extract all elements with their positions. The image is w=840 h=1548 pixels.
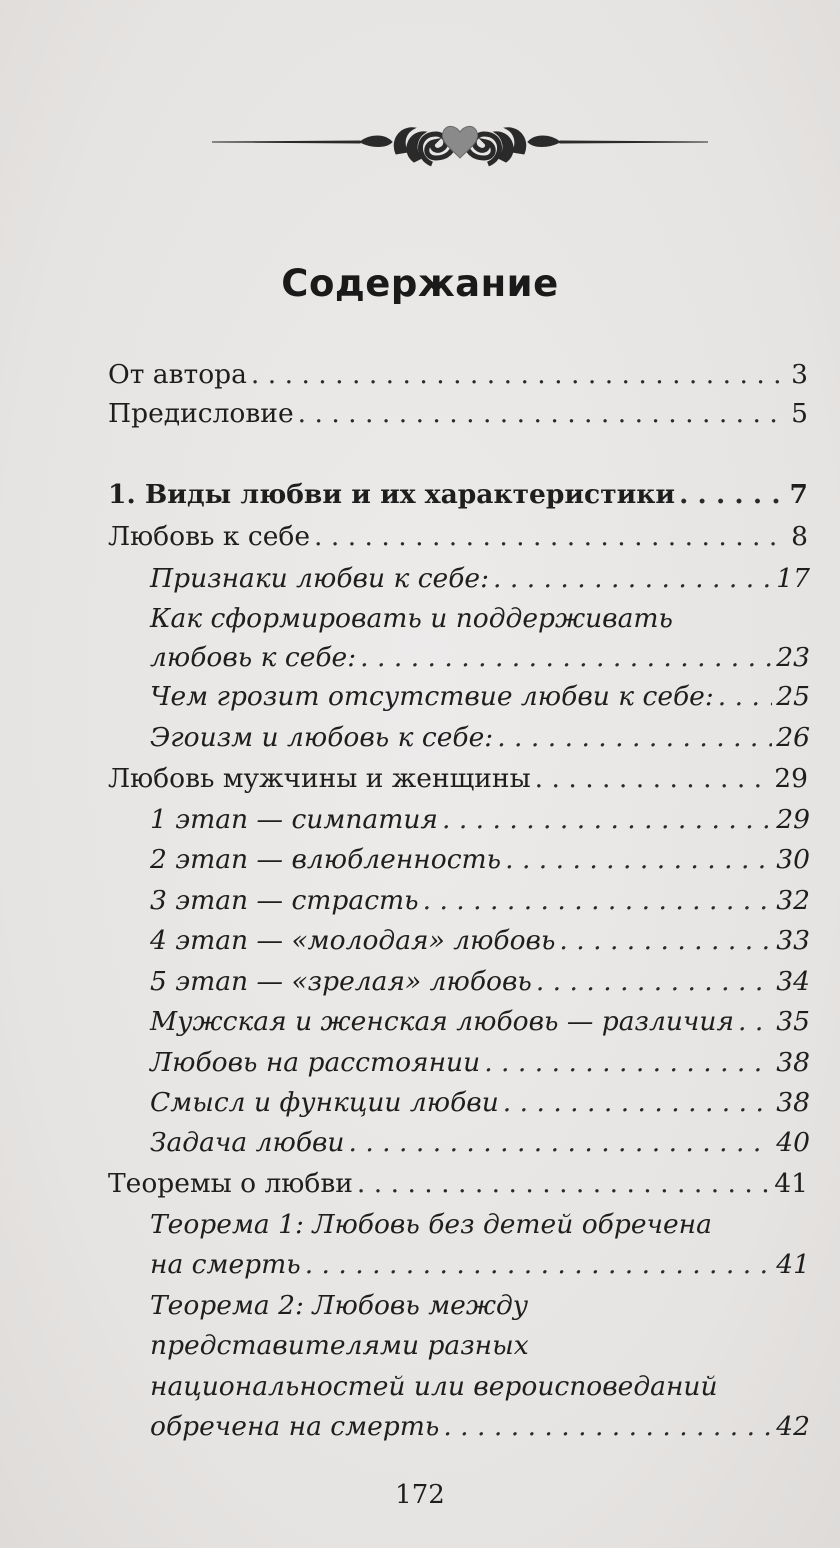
toc-entry-label: 4 этап — «молодая» любовь — [150, 925, 556, 956]
toc-entry-label: Теоремы о любви — [108, 1168, 353, 1199]
toc-entry-page: 34 — [776, 966, 810, 997]
toc-entry-label: От автора — [108, 359, 247, 390]
toc-entry-label: Предисловие — [108, 398, 294, 429]
dot-leader — [505, 843, 772, 877]
toc-entry-label: 1 этап — симпатия — [150, 804, 438, 835]
toc-entry-ot-avtora[interactable] — [108, 358, 808, 392]
toc-entry-page: 41 — [776, 1249, 810, 1280]
toc-entry-teorema-2-line2: представителями разных — [150, 1330, 529, 1361]
dot-leader — [493, 562, 772, 596]
dot-leader — [442, 803, 772, 837]
toc-entry-page: 42 — [776, 1411, 810, 1442]
toc-title: Содержание — [281, 262, 559, 305]
toc-entry-etap-1[interactable] — [150, 803, 810, 837]
toc-entry-label: Признаки любви к себе: — [150, 563, 490, 594]
toc-entry-etap-4[interactable] — [150, 924, 810, 958]
toc-entry-page: 7 — [789, 479, 808, 510]
dot-leader — [423, 884, 773, 918]
toc-entry-page: 35 — [776, 1006, 810, 1037]
dot-leader — [360, 641, 772, 675]
toc-entry-priznaki[interactable] — [150, 562, 810, 596]
toc-entry-chem-grozit[interactable] — [150, 680, 810, 714]
toc-entry-label: Мужская и женская любовь — различия — [150, 1006, 735, 1037]
dot-leader — [443, 1410, 772, 1444]
toc-entry-label: Любовь на расстоянии — [150, 1047, 481, 1078]
toc-entry-smysl[interactable] — [150, 1086, 810, 1120]
toc-entry-page: 40 — [776, 1127, 810, 1158]
toc-entry-label: Любовь мужчины и женщины — [108, 763, 531, 794]
toc-entry-page: 38 — [776, 1047, 810, 1078]
dot-leader — [679, 478, 785, 512]
toc-entry-label: Чем грозит отсутствие любви к себе: — [150, 681, 714, 712]
toc-entry-label: 1. Виды любви и их характеристики — [108, 479, 676, 510]
toc-entry-muzhchiny[interactable] — [108, 762, 808, 796]
dot-leader — [314, 520, 787, 554]
toc-entry-lyubov-k-sebe[interactable] — [108, 520, 808, 554]
toc-entry-page: 23 — [776, 642, 810, 673]
dot-leader — [503, 1086, 772, 1120]
dot-leader — [484, 1046, 772, 1080]
toc-entry-egoizm[interactable] — [150, 721, 810, 755]
toc-entry-teoremy[interactable] — [108, 1167, 808, 1201]
toc-entry-page: 29 — [776, 804, 810, 835]
toc-entry-kak-sformirovat-line1: Как сформировать и поддерживать — [150, 603, 673, 634]
dot-leader — [348, 1126, 772, 1160]
toc-entry-label: 3 этап — страсть — [150, 885, 419, 916]
toc-entry-page: 33 — [776, 925, 810, 956]
toc-entry-page: 17 — [776, 563, 810, 594]
toc-entry-page: 8 — [791, 521, 808, 552]
toc-entry-label: 5 этап — «зрелая» любовь — [150, 966, 532, 997]
page-number: 172 — [395, 1480, 445, 1510]
toc-entry-label: Эгоизм и любовь к себе: — [150, 722, 494, 753]
dot-leader — [305, 1248, 773, 1282]
toc-entry-label: обречена на смерть — [150, 1411, 440, 1442]
toc-entry-label: 2 этап — влюбленность — [150, 844, 502, 875]
toc-entry-page: 3 — [791, 359, 808, 390]
toc-entry-teorema-2-line1: Теорема 2: Любовь между — [150, 1290, 529, 1321]
toc-entry-label: Смысл и функции любви — [150, 1087, 499, 1118]
toc-entry-label: любовь к себе: — [150, 642, 357, 673]
toc-entry-label: Задача любви — [150, 1127, 345, 1158]
dot-leader — [535, 762, 771, 796]
toc-entry-label: на смерть — [150, 1249, 301, 1280]
dot-leader — [298, 397, 787, 431]
toc-entry-rasstoyanie[interactable] — [150, 1046, 810, 1080]
dot-leader — [497, 721, 772, 755]
toc-entry-page: 5 — [791, 398, 808, 429]
toc-entry-predislovie[interactable] — [108, 397, 808, 431]
toc-entry-teorema-2[interactable] — [150, 1410, 810, 1444]
toc-entry-zadacha[interactable] — [150, 1126, 810, 1160]
toc-entry-chapter-1[interactable] — [108, 478, 808, 512]
toc-entry-page: 30 — [776, 844, 810, 875]
toc-entry-page: 29 — [774, 763, 808, 794]
dot-leader — [718, 680, 772, 714]
toc-entry-teorema-2-line3: национальностей или вероисповеданий — [150, 1371, 718, 1402]
dot-leader — [357, 1167, 770, 1201]
toc-entry-page: 41 — [774, 1168, 808, 1199]
toc-entry-page: 26 — [776, 722, 810, 753]
dot-leader — [536, 965, 772, 999]
toc-entry-teorema-1-line1: Теорема 1: Любовь без детей обречена — [150, 1209, 712, 1240]
toc-entry-etap-5[interactable] — [150, 965, 810, 999]
dot-leader — [738, 1005, 772, 1039]
dot-leader — [251, 358, 787, 392]
toc-entry-page: 25 — [776, 681, 810, 712]
toc-entry-etap-2[interactable] — [150, 843, 810, 877]
toc-entry-etap-3[interactable] — [150, 884, 810, 918]
toc-entry-teorema-1[interactable] — [150, 1248, 810, 1282]
toc-entry-label: Любовь к себе — [108, 521, 311, 552]
toc-entry-page: 38 — [776, 1087, 810, 1118]
toc-entry-kak-sformirovat[interactable] — [150, 641, 810, 675]
dot-leader — [559, 924, 772, 958]
heart-scroll-divider-icon — [210, 112, 710, 170]
toc-entry-razlichiya[interactable] — [150, 1005, 810, 1039]
toc-entry-page: 32 — [776, 885, 810, 916]
